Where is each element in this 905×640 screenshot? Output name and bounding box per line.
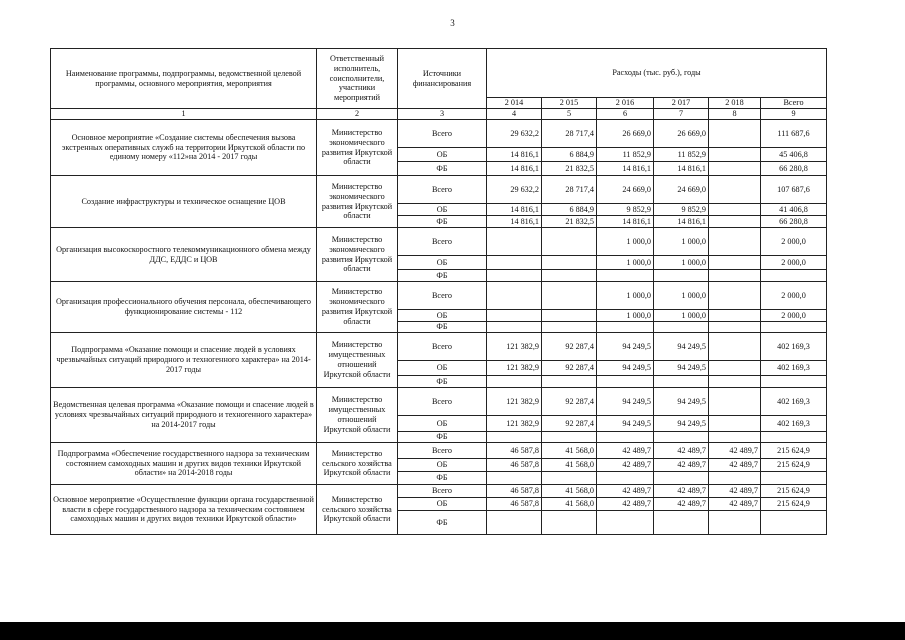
year-amount: [709, 333, 761, 361]
year-amount: [542, 270, 597, 282]
year-amount: [542, 472, 597, 485]
year-amount: 28 717,4: [542, 120, 597, 148]
funding-source: ОБ: [398, 310, 487, 322]
year-amount: [709, 216, 761, 228]
year-amount: 92 287,4: [542, 416, 597, 432]
year-amount: 42 489,7: [709, 498, 761, 511]
year-amount: [542, 322, 597, 333]
column-number: 8: [709, 109, 761, 120]
responsible-executor: Министерство экономического развития Иркутской области: [317, 120, 398, 176]
year-amount: [709, 432, 761, 443]
year-amount: [709, 162, 761, 176]
year-amount: 28 717,4: [542, 176, 597, 204]
total-amount: 215 624,9: [761, 443, 827, 459]
responsible-executor: Министерство экономического развития Иркутской области: [317, 176, 398, 228]
funding-source: Всего: [398, 333, 487, 361]
year-amount: [709, 416, 761, 432]
year-amount: [709, 282, 761, 310]
funding-source: ФБ: [398, 472, 487, 485]
funding-source: ФБ: [398, 270, 487, 282]
year-amount: 14 816,1: [654, 216, 709, 228]
year-amount: 94 249,5: [654, 416, 709, 432]
funding-source: ФБ: [398, 511, 487, 535]
item-name: Организация профессионального обучения персонала, обеспечивающего функционирование системы - 112: [51, 282, 317, 333]
responsible-executor: Министерство сельского хозяйства Иркутской области: [317, 485, 398, 535]
year-amount: 46 587,8: [487, 498, 542, 511]
year-amount: [597, 376, 654, 388]
column-number: 1: [51, 109, 317, 120]
year-amount: [709, 472, 761, 485]
year-amount: 92 287,4: [542, 361, 597, 376]
table-body: [51, 120, 827, 535]
year-amount: [542, 282, 597, 310]
year-amount: 42 489,7: [597, 443, 654, 459]
column-number: 5: [542, 109, 597, 120]
year-amount: 14 816,1: [597, 162, 654, 176]
total-amount: 215 624,9: [761, 498, 827, 511]
year-amount: [487, 511, 542, 535]
header-year: 2 017: [654, 98, 709, 109]
year-amount: 24 669,0: [597, 176, 654, 204]
year-amount: [709, 176, 761, 204]
responsible-executor: Министерство имущественных отношений Иркутской области: [317, 333, 398, 388]
header-year: 2 014: [487, 98, 542, 109]
year-amount: 92 287,4: [542, 388, 597, 416]
year-amount: [709, 148, 761, 162]
total-amount: [761, 270, 827, 282]
year-amount: 42 489,7: [709, 459, 761, 472]
total-amount: 2 000,0: [761, 310, 827, 322]
funding-source: Всего: [398, 228, 487, 256]
year-amount: 1 000,0: [597, 256, 654, 270]
year-amount: [542, 310, 597, 322]
year-amount: [597, 472, 654, 485]
year-amount: 94 249,5: [654, 333, 709, 361]
table-row: [51, 228, 827, 256]
year-amount: 1 000,0: [597, 282, 654, 310]
year-amount: 9 852,9: [597, 204, 654, 216]
year-amount: [487, 472, 542, 485]
funding-source: Всего: [398, 176, 487, 204]
year-amount: 46 587,8: [487, 459, 542, 472]
year-amount: [487, 432, 542, 443]
year-amount: [709, 204, 761, 216]
total-amount: [761, 472, 827, 485]
year-amount: 42 489,7: [654, 485, 709, 498]
year-amount: 1 000,0: [654, 282, 709, 310]
header-year: 2 018: [709, 98, 761, 109]
year-amount: 94 249,5: [597, 333, 654, 361]
year-amount: [709, 388, 761, 416]
year-amount: 42 489,7: [709, 443, 761, 459]
item-name: Организация высокоскоростного телекоммуникационного обмена между ДДС, ЕДДС и ЦОВ: [51, 228, 317, 282]
year-amount: 41 568,0: [542, 498, 597, 511]
year-amount: 21 832,5: [542, 216, 597, 228]
year-amount: 46 587,8: [487, 443, 542, 459]
year-amount: 42 489,7: [597, 498, 654, 511]
header-responsible: Ответственный исполнитель, соисполнители, участники мероприятий: [317, 49, 398, 109]
year-amount: [709, 322, 761, 333]
total-amount: 107 687,6: [761, 176, 827, 204]
funding-source: Всего: [398, 485, 487, 498]
year-amount: 14 816,1: [597, 216, 654, 228]
year-amount: [654, 322, 709, 333]
funding-source: ОБ: [398, 148, 487, 162]
year-amount: [542, 432, 597, 443]
total-amount: 45 406,8: [761, 148, 827, 162]
year-amount: [542, 228, 597, 256]
year-amount: 1 000,0: [654, 256, 709, 270]
year-amount: [597, 432, 654, 443]
year-amount: 42 489,7: [654, 443, 709, 459]
funding-source: ФБ: [398, 432, 487, 443]
page-number: 3: [450, 18, 455, 28]
table-row: [51, 388, 827, 416]
year-amount: [487, 228, 542, 256]
year-amount: [709, 228, 761, 256]
funding-source: Всего: [398, 120, 487, 148]
year-amount: 21 832,5: [542, 162, 597, 176]
year-amount: [542, 511, 597, 535]
year-amount: 41 568,0: [542, 443, 597, 459]
funding-source: Всего: [398, 443, 487, 459]
year-amount: 94 249,5: [654, 361, 709, 376]
total-amount: 66 280,8: [761, 216, 827, 228]
funding-source: Всего: [398, 388, 487, 416]
year-amount: 42 489,7: [709, 485, 761, 498]
year-amount: 121 382,9: [487, 333, 542, 361]
year-amount: 1 000,0: [654, 228, 709, 256]
year-amount: 29 632,2: [487, 120, 542, 148]
item-name: Основное мероприятие «Создание системы обеспечения вызова экстренных оперативных служб на территории Иркутской области по единому номеру «112»на 2014 - 2017 годы: [51, 120, 317, 176]
column-number: 7: [654, 109, 709, 120]
year-amount: 1 000,0: [597, 228, 654, 256]
year-amount: [709, 376, 761, 388]
year-amount: 42 489,7: [597, 485, 654, 498]
year-amount: 14 816,1: [487, 204, 542, 216]
year-amount: 14 816,1: [654, 162, 709, 176]
year-amount: [542, 256, 597, 270]
funding-source: Всего: [398, 282, 487, 310]
header-year: 2 016: [597, 98, 654, 109]
year-amount: 26 669,0: [654, 120, 709, 148]
year-amount: [709, 511, 761, 535]
year-amount: [487, 282, 542, 310]
year-amount: [487, 270, 542, 282]
year-amount: 14 816,1: [487, 148, 542, 162]
year-amount: 94 249,5: [654, 388, 709, 416]
year-amount: [654, 472, 709, 485]
total-amount: [761, 376, 827, 388]
header-sources: Источники финансирования: [398, 49, 487, 109]
year-amount: [542, 376, 597, 388]
funding-source: ОБ: [398, 416, 487, 432]
year-amount: 14 816,1: [487, 162, 542, 176]
year-amount: 94 249,5: [597, 388, 654, 416]
year-amount: [709, 256, 761, 270]
item-name: Подпрограмма «Обеспечение государственного надзора за техническим состоянием самоходных машин и других видов техники Иркутской области» на 2014-2018 годы: [51, 443, 317, 485]
column-number: 9: [761, 109, 827, 120]
column-number: 4: [487, 109, 542, 120]
header-expenses: Расходы (тыс. руб.), годы: [487, 49, 827, 98]
funding-source: ФБ: [398, 322, 487, 333]
year-amount: 94 249,5: [597, 361, 654, 376]
header-name: Наименование программы, подпрограммы, ведомственной целевой программы, основного мероприятия, мероприятия: [51, 49, 317, 109]
year-amount: 46 587,8: [487, 485, 542, 498]
year-amount: 94 249,5: [597, 416, 654, 432]
total-amount: 2 000,0: [761, 256, 827, 270]
total-amount: 215 624,9: [761, 485, 827, 498]
funding-source: ФБ: [398, 376, 487, 388]
year-amount: [597, 322, 654, 333]
item-name: Создание инфраструктуры и техническое оснащение ЦОВ: [51, 176, 317, 228]
column-number: 3: [398, 109, 487, 120]
year-amount: [709, 270, 761, 282]
funding-source: ОБ: [398, 459, 487, 472]
year-amount: [654, 270, 709, 282]
funding-source: ФБ: [398, 216, 487, 228]
responsible-executor: Министерство имущественных отношений Иркутской области: [317, 388, 398, 443]
year-amount: [487, 376, 542, 388]
year-amount: 1 000,0: [654, 310, 709, 322]
year-amount: [654, 511, 709, 535]
funding-source: ОБ: [398, 361, 487, 376]
year-amount: [709, 361, 761, 376]
year-amount: [597, 270, 654, 282]
year-amount: 24 669,0: [654, 176, 709, 204]
responsible-executor: Министерство экономического развития Иркутской области: [317, 228, 398, 282]
responsible-executor: Министерство сельского хозяйства Иркутской области: [317, 443, 398, 485]
year-amount: [709, 120, 761, 148]
year-amount: 42 489,7: [654, 459, 709, 472]
year-amount: 1 000,0: [597, 310, 654, 322]
year-amount: 26 669,0: [597, 120, 654, 148]
funding-source: ОБ: [398, 204, 487, 216]
total-amount: [761, 322, 827, 333]
item-name: Подпрограмма «Оказание помощи и спасение людей в условиях чрезвычайных ситуаций природного и техногенного характера» на 2014-2017 годы: [51, 333, 317, 388]
year-amount: 41 568,0: [542, 459, 597, 472]
table-row: [51, 485, 827, 498]
year-amount: [487, 310, 542, 322]
total-amount: 66 280,8: [761, 162, 827, 176]
total-amount: 111 687,6: [761, 120, 827, 148]
total-amount: 402 169,3: [761, 361, 827, 376]
year-amount: [487, 322, 542, 333]
column-number: 2: [317, 109, 398, 120]
year-amount: [709, 310, 761, 322]
year-amount: [597, 511, 654, 535]
table-row: [51, 282, 827, 310]
table-row: [51, 120, 827, 148]
year-amount: 42 489,7: [597, 459, 654, 472]
year-amount: [654, 432, 709, 443]
total-amount: 2 000,0: [761, 228, 827, 256]
year-amount: 92 287,4: [542, 333, 597, 361]
year-amount: 41 568,0: [542, 485, 597, 498]
year-amount: 6 884,9: [542, 148, 597, 162]
year-amount: 42 489,7: [654, 498, 709, 511]
year-amount: 29 632,2: [487, 176, 542, 204]
funding-source: ФБ: [398, 162, 487, 176]
total-amount: 2 000,0: [761, 282, 827, 310]
year-amount: 11 852,9: [654, 148, 709, 162]
year-amount: 11 852,9: [597, 148, 654, 162]
table-row: [51, 176, 827, 204]
year-amount: 6 884,9: [542, 204, 597, 216]
table-row: [51, 333, 827, 361]
funding-source: ОБ: [398, 256, 487, 270]
total-amount: 402 169,3: [761, 333, 827, 361]
budget-table: [50, 48, 827, 535]
total-amount: [761, 432, 827, 443]
total-amount: 402 169,3: [761, 416, 827, 432]
column-number: 6: [597, 109, 654, 120]
total-amount: [761, 511, 827, 535]
header-year: Всего: [761, 98, 827, 109]
year-amount: 121 382,9: [487, 361, 542, 376]
year-amount: 9 852,9: [654, 204, 709, 216]
year-amount: [654, 376, 709, 388]
funding-source: ОБ: [398, 498, 487, 511]
item-name: Ведомственная целевая программа «Оказание помощи и спасение людей в условиях чрезвычайных ситуаций природного и техногенного характера» на 2014-2017 годы: [51, 388, 317, 443]
header-year: 2 015: [542, 98, 597, 109]
year-amount: 14 816,1: [487, 216, 542, 228]
item-name: Основное мероприятие «Осуществление функции органа государственной власти в сфере государственного надзора за техническим состоянием самоходных машин и других видов техники Иркутской области»: [51, 485, 317, 535]
year-amount: 121 382,9: [487, 416, 542, 432]
responsible-executor: Министерство экономического развития Иркутской области: [317, 282, 398, 333]
scan-border: [0, 622, 905, 640]
total-amount: 41 406,8: [761, 204, 827, 216]
table-row: [51, 443, 827, 459]
year-amount: 121 382,9: [487, 388, 542, 416]
total-amount: 402 169,3: [761, 388, 827, 416]
total-amount: 215 624,9: [761, 459, 827, 472]
year-amount: [487, 256, 542, 270]
